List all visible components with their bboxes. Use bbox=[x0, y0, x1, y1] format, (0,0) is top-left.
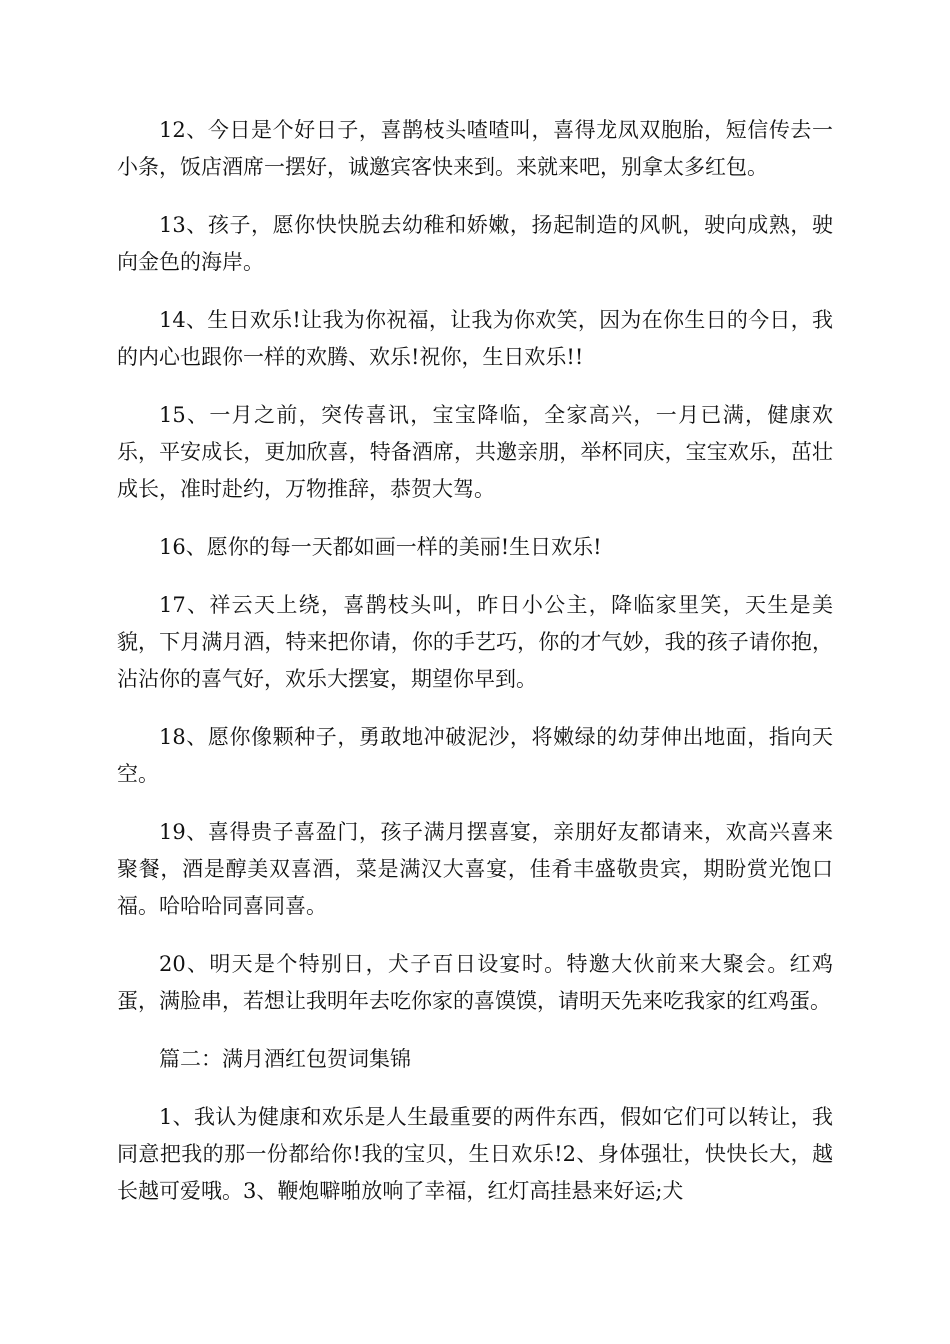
paragraph-17: 17、祥云天上绕，喜鹊枝头叫，昨日小公主，降临家里笑，天生是美貌，下月满月酒，特来把你请，你的手艺巧，你的才气妙，我的孩子请你抱，沾沾你的喜气好，欢乐大摆宴，期望你早到。 bbox=[117, 593, 833, 691]
document-body bbox=[117, 112, 833, 1231]
paragraph-12: 12、今日是个好日子，喜鹊枝头喳喳叫，喜得龙凤双胞胎，短信传去一小条，饭店酒席一摆好，诚邀宾客快来到。来就来吧，别拿太多红包。 bbox=[117, 118, 833, 179]
paragraph-16: 16、愿你的每一天都如画一样的美丽!生日欢乐! bbox=[159, 535, 602, 559]
paragraph-15: 15、一月之前，突传喜讯，宝宝降临，全家高兴，一月已满，健康欢乐，平安成长，更加欣喜，特备酒席，共邀亲朋，举杯同庆，宝宝欢乐，茁壮成长，准时赴约，万物推辞，恭贺大驾。 bbox=[117, 403, 833, 501]
section-heading: 篇二：满月酒红包贺词集锦 bbox=[159, 1047, 411, 1071]
paragraph-19: 19、喜得贵子喜盈门，孩子满月摆喜宴，亲朋好友都请来，欢高兴喜来聚餐，酒是醇美双喜酒，菜是满汉大喜宴，佳肴丰盛敬贵宾，期盼赏光饱口福。哈哈哈同喜同喜。 bbox=[117, 820, 833, 918]
paragraph-20: 20、明天是个特别日，犬子百日设宴时。特邀大伙前来大聚会。红鸡蛋，满脸串，若想让我明年去吃你家的喜馍馍，请明天先来吃我家的红鸡蛋。 bbox=[117, 952, 833, 1013]
paragraph-14: 14、生日欢乐!让我为你祝福，让我为你欢笑，因为在你生日的今日，我的内心也跟你一样的欢腾、欢乐!祝你，生日欢乐!! bbox=[117, 308, 833, 369]
paragraph-13: 13、孩子，愿你快快脱去幼稚和娇嫩，扬起制造的风帆，驶向成熟，驶向金色的海岸。 bbox=[117, 213, 833, 274]
paragraph-18: 18、愿你像颗种子，勇敢地冲破泥沙，将嫩绿的幼芽伸出地面，指向天空。 bbox=[117, 725, 833, 786]
section-paragraph-1: 1、我认为健康和欢乐是人生最重要的两件东西，假如它们可以转让，我同意把我的那一份都给你!我的宝贝，生日欢乐!2、身体强壮，快快长大，越长越可爱哦。3、鞭炮噼啪放响了幸福，红灯高挂悬来好运;犬 bbox=[117, 1105, 833, 1203]
